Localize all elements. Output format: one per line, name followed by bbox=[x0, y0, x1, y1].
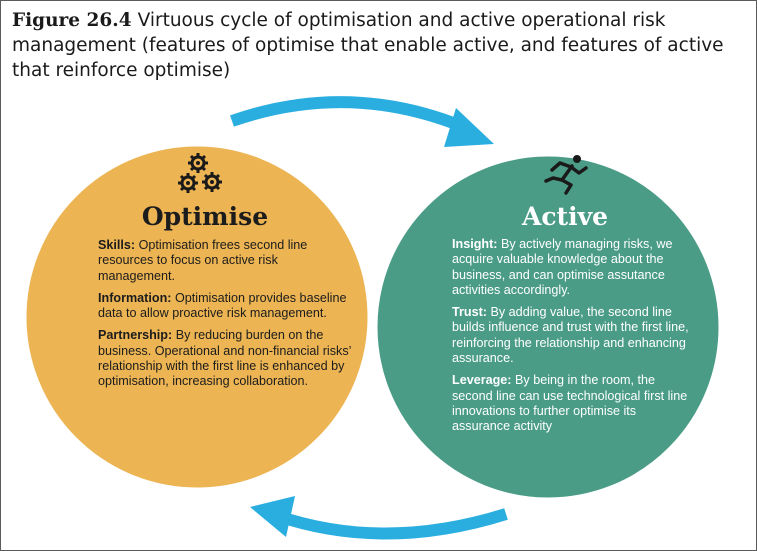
optimise-item-information: Information: Optimisation provides baseline data to allow proactive risk management. bbox=[98, 290, 347, 321]
active-heading: Active bbox=[521, 202, 609, 231]
arrow-optimise-to-active bbox=[232, 102, 494, 147]
optimise-heading: Optimise bbox=[141, 202, 269, 231]
optimise-item-skills: Skills: Optimisation frees second line resources to focus on active risk management. bbox=[98, 238, 308, 283]
active-item-leverage: Leverage: By being in the room, the second line can use technological first line innovations to further optimise its assurance activity bbox=[452, 373, 688, 434]
active-item-trust: Trust: By adding value, the second line builds influence and trust with the first line, reinforcing the relationship and enhancing assurance. bbox=[452, 305, 689, 366]
optimise-text bbox=[98, 238, 354, 397]
active-item-insight: Insight: By actively managing risks, we acquire valuable knowledge about the business, and can optimise assutance activities accordingly. bbox=[452, 237, 673, 297]
arrow-active-to-optimise bbox=[250, 496, 506, 537]
figure-number: Figure 26.4 bbox=[12, 10, 132, 31]
active-text bbox=[452, 237, 690, 442]
optimise-item-partnership: Partnership: By reducing burden on the business. Operational and non-financial risks’ relationship with the first line is enhanced by optimisation, increasing collaboration. bbox=[98, 328, 351, 389]
figure-caption: Virtuous cycle of optimisation and active operational risk management (features of optimise that enable active, and features of active that reinforce optimise) bbox=[12, 10, 724, 81]
